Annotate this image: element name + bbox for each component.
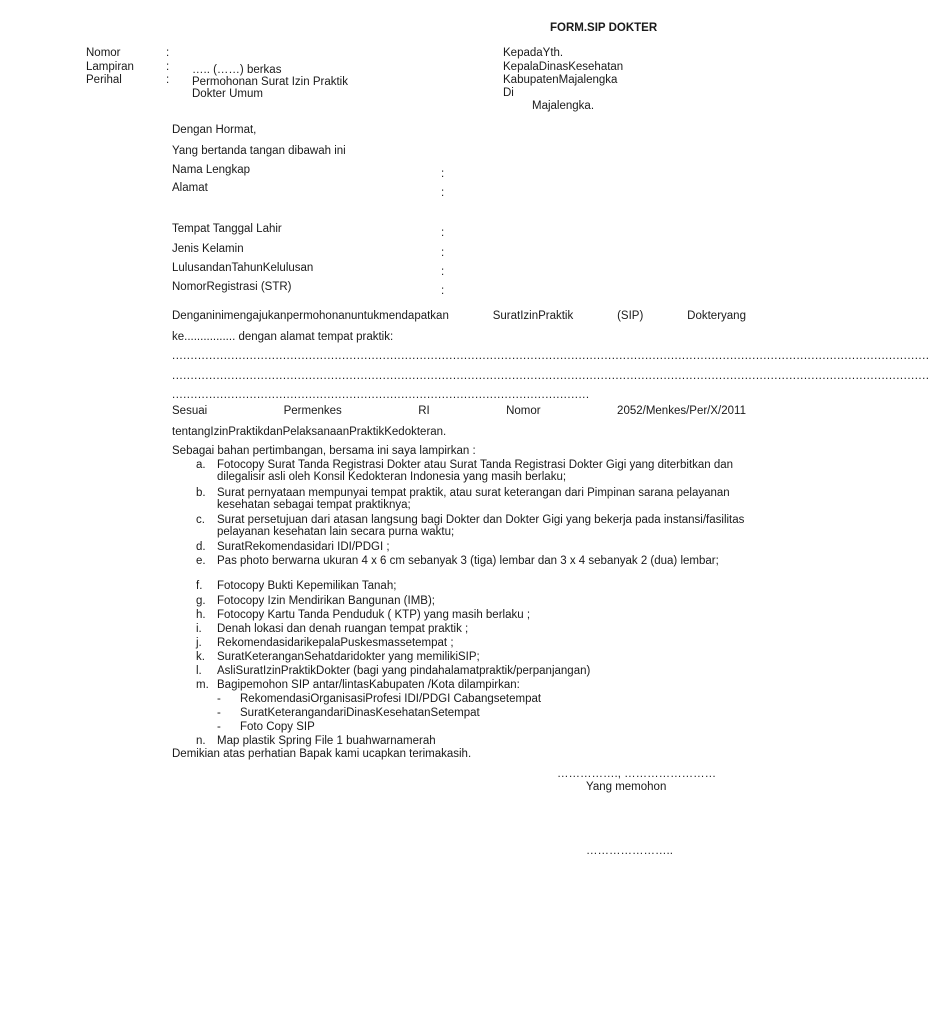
attachment-letter-k: k. (196, 651, 205, 663)
sub-item-text-2: SuratKeterangandariDinasKesehatanSetempat (240, 707, 480, 719)
field-colon-ttl: : (441, 227, 445, 239)
attachment-text-l: AsliSuratIzinPraktikDokter (bagi yang pindahalamatpraktik/perpanjangan) (217, 665, 591, 677)
request-word1: Denganinimengajukanpermohonanuntukmendapatkan (172, 310, 449, 322)
lampiran-colon: : (166, 61, 170, 73)
field-colon-str: : (441, 285, 445, 297)
closing-text: Demikian atas perhatian Bapak kami ucapkan terimakasih. (172, 748, 472, 760)
lampiran-value: ….. (……) berkas (192, 64, 282, 76)
attachment-letter-e: e. (196, 555, 206, 567)
attachment-letter-g: g. (196, 595, 206, 607)
signature-label: Yang memohon (586, 781, 667, 793)
attachment-letter-n: n. (196, 735, 206, 747)
attachment-letter-a: a. (196, 459, 206, 471)
greeting: Dengan Hormat, (172, 124, 257, 136)
attachment-text-n: Map plastik Spring File 1 buahwarnamerah (217, 735, 436, 747)
perihal-value-line1: Permohonan Surat Izin Praktik (192, 76, 348, 88)
attachment-text-a: Fotocopy Surat Tanda Registrasi Dokter atau Surat Tanda Registrasi Dokter Gigi yang diterbitkan dan dilegalisir asli oleh Konsil Kedokteran Indonesia yang masih berlaku; (217, 459, 734, 483)
field-label-ttl: Tempat Tanggal Lahir (172, 223, 282, 235)
field-colon-jenis-kelamin: : (441, 247, 445, 259)
regulation-line2: tentangIzinPraktikdanPelaksanaanPraktikKedokteran. (172, 426, 447, 438)
sub-item-dash-2: - (217, 707, 221, 719)
request-word4: Dokteryang (687, 310, 746, 322)
field-label-lulusan: LulusandanTahunKelulusan (172, 262, 314, 274)
field-label-jenis-kelamin: Jenis Kelamin (172, 243, 244, 255)
regulation-line1 (172, 405, 746, 417)
regulation-word1: Sesuai (172, 405, 208, 417)
request-word3: (SIP) (617, 310, 644, 322)
attachment-letter-l: l. (196, 665, 202, 677)
form-title: FORM.SIP DOKTER (550, 22, 658, 34)
field-label-nama: Nama Lengkap (172, 164, 250, 176)
request-line1 (172, 310, 746, 322)
field-colon-lulusan: : (441, 266, 445, 278)
request-line2: ke................ dengan alamat tempat praktik: (172, 331, 394, 343)
sub-item-text-1: RekomendasiOrganisasiProfesi IDI/PDGI Cabangsetempat (240, 693, 542, 705)
practice-address-line1: ............................................................................................................................................................................................................. (172, 350, 930, 362)
recipient-line2: KepalaDinasKesehatan (503, 61, 624, 73)
recipient-line5: Majalengka. (532, 100, 595, 112)
attachment-letter-f: f. (196, 580, 203, 592)
attachment-text-c: Surat persetujuan dari atasan langsung bagi Dokter dan Dokter Gigi yang bekerja pada instansi/fasilitas pelayanan kesehatan lain secara purna waktu; (217, 514, 745, 538)
attachment-letter-d: d. (196, 541, 206, 553)
attachment-text-b: Surat pernyataan mempunyai tempat praktik, atau surat keterangan dari Pimpinan sarana pelayanan kesehatan sebagai tempat praktiknya; (217, 487, 730, 511)
field-label-alamat: Alamat (172, 182, 208, 194)
practice-address-line2: ............................................................................................................................................................................................................. (172, 370, 930, 382)
attachments-intro: Sebagai bahan pertimbangan, bersama ini saya lampirkan : (172, 445, 476, 457)
attachment-text-i: Denah lokasi dan denah ruangan tempat praktik ; (217, 623, 469, 635)
intro-text: Yang bertanda tangan dibawah ini (172, 145, 346, 157)
sub-item-dash-1: - (217, 693, 221, 705)
attachment-letter-c: c. (196, 514, 205, 526)
perihal-label: Perihal (86, 74, 122, 86)
attachment-text-k: SuratKeteranganSehatdaridokter yang memilikiSIP; (217, 651, 480, 663)
recipient-line1: KepadaYth. (503, 47, 564, 59)
lampiran-label: Lampiran (86, 61, 134, 73)
sub-item-text-3: Foto Copy SIP (240, 721, 315, 733)
attachment-text-d: SuratRekomendasidari IDI/PDGI ; (217, 541, 390, 553)
attachment-text-g: Fotocopy Izin Mendirikan Bangunan (IMB); (217, 595, 435, 607)
attachment-text-h: Fotocopy Kartu Tanda Penduduk ( KTP) yang masih berlaku ; (217, 609, 531, 621)
sub-item-dash-3: - (217, 721, 221, 733)
recipient-line4: Di (503, 87, 514, 99)
request-word2: SuratIzinPraktik (492, 310, 574, 322)
attachment-letter-i: i. (196, 623, 202, 635)
attachment-letter-h: h. (196, 609, 206, 621)
field-colon-nama: : (441, 168, 445, 180)
attachment-letter-m: m. (196, 679, 209, 691)
field-colon-alamat: : (441, 187, 445, 199)
signature-name-line: ………………….. (586, 845, 673, 857)
regulation-word4: Nomor (506, 405, 541, 417)
regulation-word3: RI (418, 405, 430, 417)
attachment-text-e: Pas photo berwarna ukuran 4 x 6 cm sebanyak 3 (tiga) lembar dan 3 x 4 sebanyak 2 (dua) lembar; (217, 555, 719, 567)
nomor-label: Nomor (86, 47, 121, 59)
regulation-word2: Permenkes (283, 405, 342, 417)
practice-address-line3: ................................................................................................................. (172, 389, 590, 401)
signature-place-date: ……………., …………………… (557, 768, 717, 780)
attachment-letter-j: j. (196, 637, 202, 649)
attachment-text-m: Bagipemohon SIP antar/lintasKabupaten /Kota dilampirkan: (217, 679, 520, 691)
nomor-colon: : (166, 47, 170, 59)
recipient-line3: KabupatenMajalengka (503, 74, 618, 86)
field-label-str: NomorRegistrasi (STR) (172, 281, 292, 293)
regulation-word5: 2052/Menkes/Per/X/2011 (617, 405, 746, 417)
attachment-text-j: RekomendasidarikepalaPuskesmassetempat ; (217, 637, 454, 649)
perihal-colon: : (166, 74, 170, 86)
attachment-text-f: Fotocopy Bukti Kepemilikan Tanah; (217, 580, 397, 592)
attachment-letter-b: b. (196, 487, 206, 499)
perihal-value-line2: Dokter Umum (192, 88, 263, 100)
